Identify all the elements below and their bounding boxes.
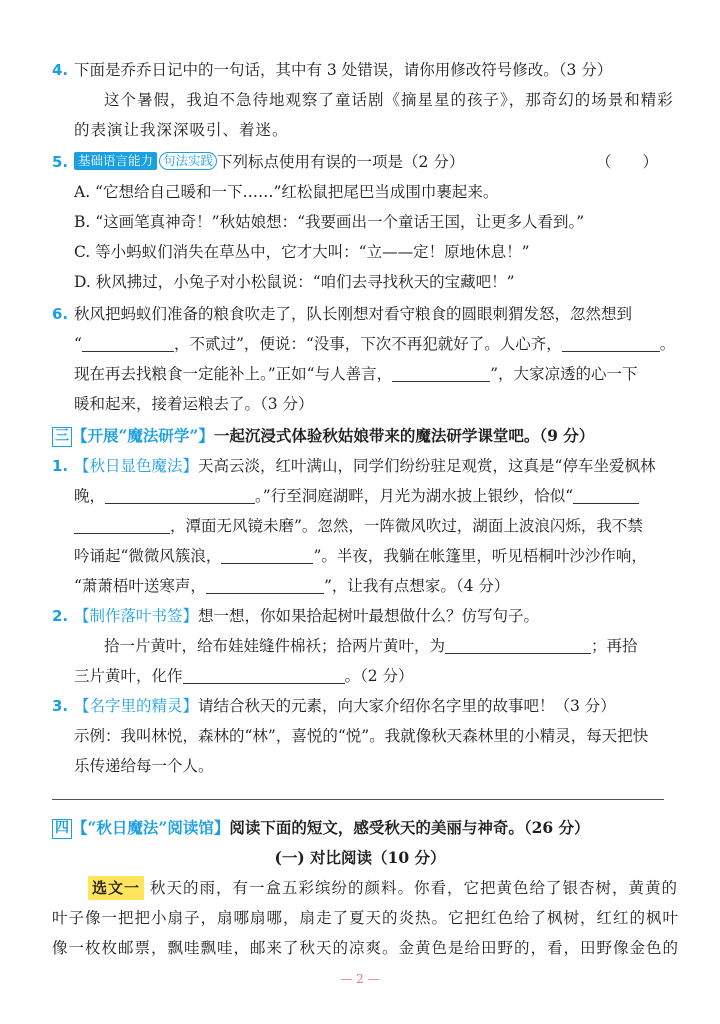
q6-blank-3[interactable] xyxy=(392,366,490,382)
q6-line2: “ ，不贰过”，便说：“没事，下次不再犯就好了。人心齐， 。 xyxy=(74,335,676,353)
q4-sentence-line1: 这个暑假，我迫不急待地观察了童话剧《摘星星的孩子》，那奇幻的场景和精彩 xyxy=(104,91,674,109)
q4-number: 4. xyxy=(52,61,69,79)
s3q1-line5: “萧萧梧叶送寒声， ”，让我有点想家。（4 分） xyxy=(74,577,510,595)
q5-option-d: D. 秋风拂过，小兔子对小松鼠说：“咱们去寻找秋天的宝藏吧！” xyxy=(74,273,515,291)
q6-line1: 秋风把蚂蚁们准备的粮食吹走了，队长刚想对看守粮食的圆眼刺猬发怒，忽然想到 xyxy=(74,305,633,323)
s3q3-example-line1: 示例：我叫林悦，森林的“林”，喜悦的“悦”。我就像秋天森林里的小精灵，每天把快 xyxy=(74,727,649,745)
s3q2-line1: 拾一片黄叶，给布娃娃缝件棉袄；拾两片黄叶，为 ；再拾 xyxy=(104,637,638,655)
q6-blank-2[interactable] xyxy=(562,336,660,352)
q5-option-c: C. 等小蚂蚁们消失在草丛中，它才大叫：“立——定！原地休息！” xyxy=(74,243,530,261)
section-4-subtitle: (一) 对比阅读（10 分） xyxy=(274,848,446,867)
passage-line1: 选文一 秋天的雨，有一盒五彩缤纷的颜料。你看，它把黄色给了银杏树，黄黄的 xyxy=(88,876,664,900)
s3q1-blank-2b[interactable] xyxy=(74,518,170,534)
q4-sentence-line2: 的表演让我深深吸引、着迷。 xyxy=(74,121,289,139)
q5-number: 5. xyxy=(52,153,69,171)
s3q1-line4: 吟诵起“微微风簇浪， ”。半夜，我躺在帐篷里，听见梧桐叶沙沙作响， xyxy=(74,547,647,565)
section-3-box: 三 xyxy=(52,427,72,447)
passage-line3: 像一枚枚邮票，飘哇飘哇，邮来了秋天的凉爽。金黄色是给田野的，看，田野像金色的 xyxy=(52,939,680,957)
s3q2-tag: 【制作落叶书签】 xyxy=(74,607,199,625)
s3q1-line2: 晚， 。”行至洞庭湖畔，月光为湖水披上银纱，恰似“ xyxy=(74,484,664,508)
q5-badge-syntax: 句法实践 xyxy=(159,152,217,170)
q5-option-b: B. “这画笔真神奇！”秋姑娘想：“我要画出一个童话王国，让更多人看到。” xyxy=(74,213,585,231)
s3q1-blank-2a[interactable] xyxy=(573,488,639,504)
section-4-heading: 四 【“秋日魔法”阅读馆】阅读下面的短文，感受秋天的美丽与神奇。（26 分） xyxy=(52,816,664,840)
s3q3-number: 3. xyxy=(52,697,69,715)
s3q3-tag: 【名字里的精灵】 xyxy=(74,697,199,715)
q6-line3: 现在再去找粮食一定能补上。”正如“与人善言， ”，大家凉透的心一下 xyxy=(74,365,638,383)
s3q1-blank-4[interactable] xyxy=(206,578,324,594)
s3q1-blank-1[interactable] xyxy=(105,488,255,504)
q5-prompt-line xyxy=(74,150,664,174)
section-3-heading: 三 【开展“魔法研学”】一起沉浸式体验秋姑娘带来的魔法研学课堂吧。（9 分） xyxy=(52,424,664,448)
s3q2-blank-2[interactable] xyxy=(183,668,345,684)
q5-option-a: A. “它想给自己暖和一下……”红松鼠把尾巴当成围巾裹起来。 xyxy=(74,183,499,201)
answer-divider-line xyxy=(52,799,664,800)
s3q1-line1: 【秋日显色魔法】天高云淡，红叶满山，同学们纷纷驻足观赏，这真是“停车坐爱枫林 xyxy=(74,454,664,478)
s3q2-line2: 三片黄叶，化作 。（2 分） xyxy=(74,667,414,685)
s3q1-line3: ，潭面无风镜未磨”。忽然，一阵微风吹过，湖面上波浪闪烁，我不禁 xyxy=(74,514,664,538)
s3q1-tag: 【秋日显色魔法】 xyxy=(74,457,199,475)
q4-prompt: 下面是乔乔日记中的一句话，其中有 3 处错误，请你用修改符号修改。（3 分） xyxy=(74,61,613,79)
section-4-box: 四 xyxy=(52,819,72,839)
s3q2-number: 2. xyxy=(52,607,69,625)
page-number: — 2 — xyxy=(340,972,380,986)
s3q3-prompt: 【名字里的精灵】请结合秋天的元素，向大家介绍你名字里的故事吧！（3 分） xyxy=(74,694,664,718)
q5-prompt: 下列标点使用有误的一项是（2 分） xyxy=(217,153,465,171)
passage-label: 选文一 xyxy=(88,876,144,900)
section-4-title: 【“秋日魔法”阅读馆】 xyxy=(72,818,230,837)
q6-line4: 暖和起来，接着运粮去了。（3 分） xyxy=(74,395,314,413)
s3q3-example-line2: 乐传递给每一个人。 xyxy=(74,757,214,775)
q6-blank-1[interactable] xyxy=(82,336,174,352)
s3q1-blank-3[interactable] xyxy=(221,548,313,564)
section-3-title: 【开展“魔法研学”】 xyxy=(72,426,214,445)
s3q2-prompt: 【制作落叶书签】想一想，你如果拾起树叶最想做什么？仿写句子。 xyxy=(74,604,664,628)
passage-line2: 叶子像一把把小扇子，扇哪扇哪，扇走了夏天的炎热。它把红色给了枫树，红红的枫叶 xyxy=(52,909,680,927)
q5-badge-language: 基础语言能力 xyxy=(74,152,157,170)
q6-number: 6. xyxy=(52,305,69,323)
q5-answer-paren: （ ） xyxy=(595,153,658,171)
s3q1-number: 1. xyxy=(52,457,69,475)
s3q2-blank-1[interactable] xyxy=(445,638,591,654)
